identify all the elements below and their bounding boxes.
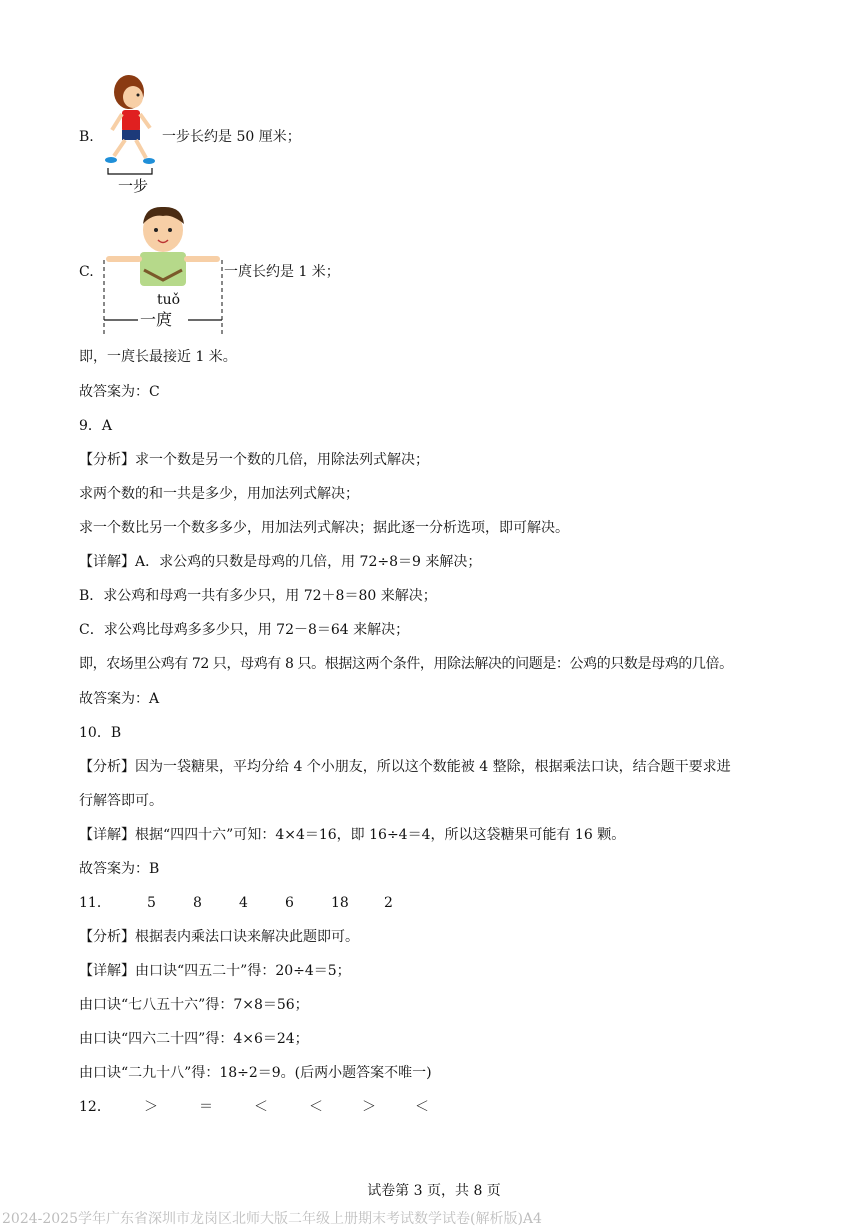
answer-symbol: ＞ — [362, 1099, 376, 1115]
answer-value: 18 — [331, 895, 349, 911]
option-b-letter: B. — [79, 129, 94, 145]
question-10-answer: 10．B — [79, 725, 122, 741]
text-line: 即，一庹长最接近 1 米。 — [79, 349, 237, 365]
text-line: 即，农场里公鸡有 72 只，母鸡有 8 只。根据这两个条件，用除法解决的问题是：公鸡的只数是母鸡的几倍。 — [79, 656, 733, 672]
text-line: 故答案为：B — [79, 861, 160, 877]
option-b-text: 一步长约是 50 厘米； — [162, 129, 301, 145]
document-watermark: 2024-2025学年广东省深圳市龙岗区北师大版二年级上册期末考试数学试卷(解析版)A4 — [2, 1211, 542, 1227]
answer-symbol: ＝ — [199, 1099, 213, 1115]
answer-value: 2 — [384, 895, 393, 911]
option-c-pinyin: tuǒ — [157, 292, 181, 308]
question-12-label: 12． — [79, 1099, 111, 1115]
text-line: C．求公鸡比母鸡多多少只，用 72－8＝64 来解决； — [79, 622, 410, 638]
answer-value: 5 — [147, 895, 156, 911]
text-line: 【详解】由口诀“四五二十”得：20÷4＝5； — [79, 963, 351, 979]
answer-symbol: ＞ — [144, 1099, 158, 1115]
question-11-label: 11． — [79, 895, 111, 911]
option-c-letter: C. — [79, 264, 94, 280]
page-footer: 试卷第 3 页，共 8 页 — [367, 1183, 501, 1199]
text-line: 求两个数的和一共是多少，用加法列式解决； — [79, 486, 359, 502]
text-line: 【详解】A．求公鸡的只数是母鸡的几倍，用 72÷8＝9 来解决； — [79, 554, 482, 570]
text-line: 【分析】求一个数是另一个数的几倍，用除法列式解决； — [79, 452, 429, 468]
text-line: 由口诀“二九十八”得：18÷2＝9。(后两小题答案不唯一) — [79, 1065, 432, 1081]
answer-value: 4 — [239, 895, 248, 911]
answer-value: 6 — [285, 895, 294, 911]
option-c-caption: 一庹 — [140, 310, 173, 329]
text-line: 【分析】因为一袋糖果，平均分给 4 个小朋友，所以这个数能被 4 整除，根据乘法口诀，结合题干要求进 — [79, 759, 731, 775]
text-line: 【详解】根据“四四十六”可知：4×4＝16，即 16÷4＝4，所以这袋糖果可能有 16 颗。 — [79, 827, 626, 843]
option-c-text: 一庹长约是 1 米； — [224, 264, 340, 280]
text-line: B．求公鸡和母鸡一共有多少只，用 72＋8＝80 来解决； — [79, 588, 437, 604]
text-line: 【分析】根据表内乘法口诀来解决此题即可。 — [79, 929, 359, 945]
answer-symbol: ＜ — [254, 1099, 268, 1115]
option-b-caption: 一步 — [118, 177, 149, 195]
text-line: 由口诀“七八五十六”得：7×8＝56； — [79, 997, 309, 1013]
text-line: 故答案为：C — [79, 384, 160, 400]
answer-symbol: ＜ — [309, 1099, 323, 1115]
text-line: 由口诀“四六二十四”得：4×6＝24； — [79, 1031, 309, 1047]
text-line: 故答案为：A — [79, 691, 160, 707]
text-line: 行解答即可。 — [79, 793, 163, 809]
text-line: 求一个数比另一个数多多少，用加法列式解决；据此逐一分析选项，即可解决。 — [79, 520, 569, 536]
answer-symbol: ＜ — [415, 1099, 429, 1115]
answer-value: 8 — [193, 895, 202, 911]
question-9-answer: 9．A — [79, 418, 113, 434]
